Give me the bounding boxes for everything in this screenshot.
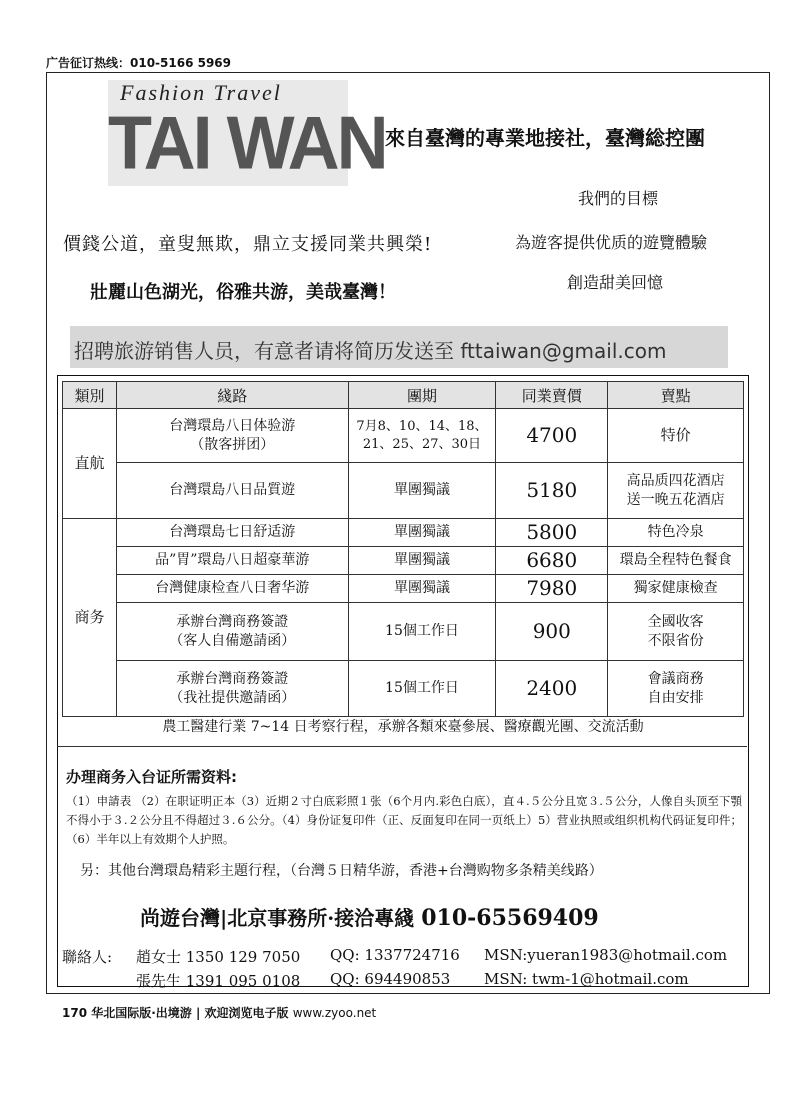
dates-cell: 15個工作日 bbox=[348, 603, 496, 661]
table-row bbox=[63, 409, 744, 463]
dates-cell: 單團獨議 bbox=[348, 463, 496, 519]
table-row bbox=[63, 575, 744, 603]
contact-msn[interactable]: MSN: twm-1@hotmail.com bbox=[484, 970, 689, 988]
route-name: 承辦台灣商務簽證 bbox=[176, 613, 289, 630]
point-cell: 獨家健康檢查 bbox=[608, 575, 744, 603]
docs-title: 办理商务入台证所需资料: bbox=[66, 768, 237, 786]
other-routes-note: 另：其他台灣環島精彩主題行程，（台灣５日精华游，香港+台灣购物多条精美线路） bbox=[80, 863, 603, 879]
goal-item: 為遊客提供优质的遊覽體驗 bbox=[515, 233, 708, 252]
price-cell: 900 bbox=[496, 603, 608, 661]
route-name: 台灣環島八日体验游 bbox=[169, 417, 296, 434]
header-route: 綫路 bbox=[116, 382, 348, 409]
date-line: 21、25、27、30日 bbox=[362, 436, 482, 452]
route-cell: 台灣環島八日品質遊 bbox=[116, 463, 348, 519]
route-cell bbox=[116, 661, 348, 717]
selling-point: 特价 bbox=[660, 426, 691, 445]
selling-point: 全國收客 bbox=[647, 613, 704, 630]
header-price: 同業賣價 bbox=[496, 382, 608, 409]
table-row bbox=[63, 661, 744, 717]
route-note: （我社提供邀請函） bbox=[169, 689, 296, 706]
company-tagline: 來自臺灣的專業地接社，臺灣総控團 bbox=[385, 126, 705, 150]
date-line: 7月8、10、14、18、 bbox=[356, 418, 488, 434]
slogan-price: 價錢公道，童叟無欺，鼎立支援同業共興榮! bbox=[63, 234, 433, 255]
route-price-table bbox=[62, 381, 744, 717]
dates-cell: 單團獨議 bbox=[348, 575, 496, 603]
logo-subtitle: Fashion Travel bbox=[120, 80, 282, 105]
route-cell bbox=[116, 603, 348, 661]
route-cell bbox=[116, 409, 348, 463]
ad-hotline: 广告征订热线：010-5166 5969 bbox=[46, 56, 232, 70]
price-cell: 5180 bbox=[496, 463, 608, 519]
section-divider bbox=[57, 746, 747, 747]
contact-phone[interactable]: 張先生 1391 095 0108 bbox=[136, 972, 301, 990]
category-direct: 直航 bbox=[63, 409, 117, 519]
point-cell bbox=[608, 603, 744, 661]
goal-item: 創造甜美回憶 bbox=[567, 273, 664, 292]
selling-point: 會議商務 bbox=[647, 670, 704, 687]
footer-url-link[interactable]: www.zyoo.net bbox=[292, 1006, 377, 1020]
route-cell: 台灣健康检查八日奢华游 bbox=[116, 575, 348, 603]
route-note: （客人自備邀請函） bbox=[169, 632, 296, 649]
contact-qq: QQ: 694490853 bbox=[330, 970, 451, 988]
price-cell: 4700 bbox=[496, 409, 608, 463]
contact-phone[interactable]: 趙女士 1350 129 7050 bbox=[136, 948, 301, 966]
dates-cell bbox=[348, 409, 496, 463]
header-dates: 團期 bbox=[348, 382, 496, 409]
docs-requirements: （1）申請表 （2）在职证明正本（3）近期２寸白底彩照１张（6个月内.彩色白底），直４.５公分且宽３.５公分，人像自头顶至下顎不得小于３.２公分且不得超过３.６公分。（4）身份证复印件（正、反面复印在同一页纸上）5）营业执照或组织机构代码证复印件；（6）半年以上有效期个人护照。 bbox=[66, 794, 742, 846]
office-name: 尚遊台灣|北京事務所·接洽專綫 bbox=[140, 906, 415, 930]
selling-point: 高品质四花酒店 bbox=[626, 472, 725, 489]
point-cell bbox=[608, 661, 744, 717]
contacts-label: 聯絡人: bbox=[62, 948, 113, 966]
header-selling-point: 賣點 bbox=[608, 382, 744, 409]
dates-cell: 單團獨議 bbox=[348, 547, 496, 575]
inspection-tour-note: 農工醫建行業 7~14 日考察行程，承辦各類來臺參展、醫療觀光團、交流活動 bbox=[162, 719, 644, 735]
recruit-message bbox=[74, 335, 666, 364]
contact-qq: QQ: 1337724716 bbox=[330, 946, 460, 964]
route-note: （散客拼团） bbox=[190, 436, 275, 453]
footer-text: 170 华北国际版·出境游 | 欢迎浏览电子版 bbox=[62, 1006, 289, 1020]
price-cell: 2400 bbox=[496, 661, 608, 717]
point-cell: 環島全程特色餐食 bbox=[608, 547, 744, 575]
slogan-scenery: 壯麗山色湖光，俗雅共游，美哉臺灣！ bbox=[90, 282, 396, 303]
category-business: 商务 bbox=[63, 519, 117, 717]
table-row bbox=[63, 547, 744, 575]
dates-cell: 15個工作日 bbox=[348, 661, 496, 717]
goals-title: 我們的目標 bbox=[578, 189, 659, 208]
recruit-text: 招聘旅游销售人员，有意者请将简历发送至 bbox=[74, 339, 454, 363]
page-footer bbox=[62, 1004, 376, 1021]
selling-point: 不限省份 bbox=[647, 632, 704, 649]
selling-point: 自由安排 bbox=[647, 689, 704, 706]
point-cell: 特色冷泉 bbox=[608, 519, 744, 547]
point-cell bbox=[608, 409, 744, 463]
recruit-email-link[interactable]: fttaiwan@gmail.com bbox=[460, 339, 667, 363]
dates-cell: 單團獨議 bbox=[348, 519, 496, 547]
route-cell: 台灣環島七日舒适游 bbox=[116, 519, 348, 547]
selling-point: 送一晚五花酒店 bbox=[626, 491, 725, 508]
route-cell: 品”胃”環島八日超豪華游 bbox=[116, 547, 348, 575]
price-cell: 5800 bbox=[496, 519, 608, 547]
contact-msn[interactable]: MSN:yueran1983@hotmail.com bbox=[484, 946, 728, 964]
office-line bbox=[140, 902, 599, 931]
table-row bbox=[63, 603, 744, 661]
table-row bbox=[63, 463, 744, 519]
office-phone[interactable]: 010-65569409 bbox=[421, 905, 599, 931]
point-cell bbox=[608, 463, 744, 519]
table-header-row bbox=[63, 382, 744, 409]
price-cell: 7980 bbox=[496, 575, 608, 603]
logo-title: TAI WAN bbox=[108, 101, 386, 186]
route-name: 承辦台灣商務簽證 bbox=[176, 670, 289, 687]
table-row bbox=[63, 519, 744, 547]
header-category: 類別 bbox=[63, 382, 117, 409]
price-cell: 6680 bbox=[496, 547, 608, 575]
